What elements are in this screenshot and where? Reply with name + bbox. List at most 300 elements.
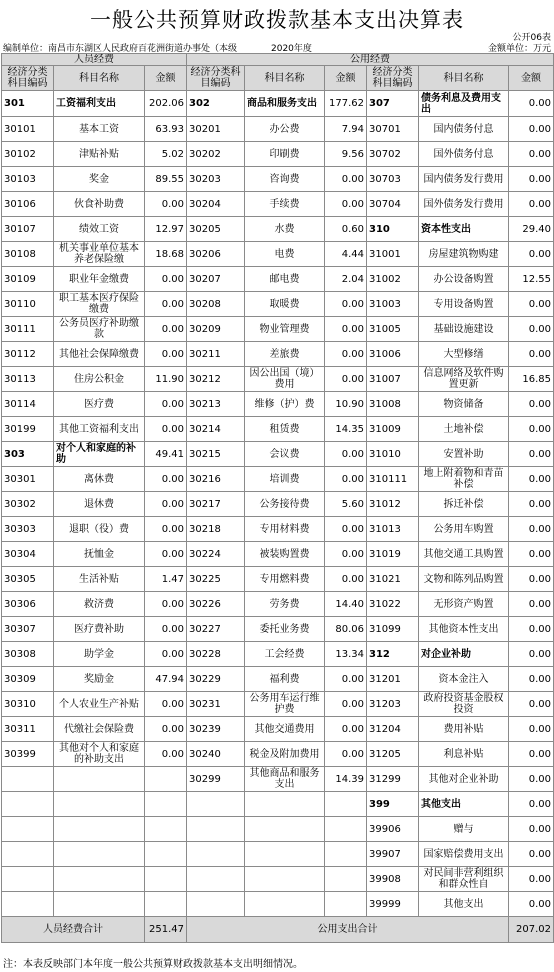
item-amount: 18.68 (145, 242, 187, 267)
item-code: 30205 (187, 217, 245, 242)
item-name: 咨询费 (245, 167, 325, 192)
item-name: 国内债务发行费用 (419, 167, 509, 192)
item-name (54, 842, 145, 867)
item-code: 31010 (367, 442, 419, 467)
item-code: 30704 (367, 192, 419, 217)
item-amount: 0.00 (325, 342, 367, 367)
header-name: 科目名称 (245, 66, 325, 91)
item-code: 307 (367, 91, 419, 117)
item-amount: 2.04 (325, 267, 367, 292)
item-code: 30202 (187, 142, 245, 167)
item-amount (145, 867, 187, 892)
item-name: 资本金注入 (419, 667, 509, 692)
item-name: 生活补贴 (54, 567, 145, 592)
org-label: 编制单位：南昌市东湖区人民政府百花洲街道办事处（本级 (3, 44, 238, 54)
item-name: 医疗费 (54, 392, 145, 417)
item-amount: 29.40 (509, 217, 554, 242)
item-amount: 0.00 (325, 292, 367, 317)
item-code: 31022 (367, 592, 419, 617)
item-name: 抚恤金 (54, 542, 145, 567)
item-name: 对企业补助 (419, 642, 509, 667)
item-code: 30701 (367, 117, 419, 142)
item-code: 303 (2, 442, 54, 467)
item-name: 国内债务付息 (419, 117, 509, 142)
item-code (187, 842, 245, 867)
item-amount: 16.85 (509, 367, 554, 392)
unit-label: 金额单位：万元 (487, 44, 551, 54)
item-code (2, 842, 54, 867)
item-name: 信息网络及软件购置更新 (419, 367, 509, 392)
item-code: 31204 (367, 717, 419, 742)
item-name: 退职（役）费 (54, 517, 145, 542)
item-amount: 80.06 (325, 617, 367, 642)
table-row (2, 117, 554, 142)
item-amount: 0.00 (325, 192, 367, 217)
item-name: 其他支出 (419, 792, 509, 817)
item-amount: 0.00 (509, 142, 554, 167)
item-code: 31205 (367, 742, 419, 767)
item-amount: 0.00 (325, 467, 367, 492)
item-amount: 0.00 (509, 567, 554, 592)
item-name: 房屋建筑物购建 (419, 242, 509, 267)
item-name: 机关事业单位基本养老保险缴 (54, 242, 145, 267)
item-amount: 0.00 (325, 517, 367, 542)
item-name: 无形资产购置 (419, 592, 509, 617)
item-name: 津贴补贴 (54, 142, 145, 167)
item-name: 国外债务付息 (419, 142, 509, 167)
item-amount: 0.00 (509, 442, 554, 467)
item-code: 30224 (187, 542, 245, 567)
item-name: 拆迁补偿 (419, 492, 509, 517)
item-name: 其他交通工具购置 (419, 542, 509, 567)
item-name: 差旅费 (245, 342, 325, 367)
item-name: 其他支出 (419, 892, 509, 917)
item-name: 商品和服务支出 (245, 91, 325, 117)
item-name: 住房公积金 (54, 367, 145, 392)
item-code: 39906 (367, 817, 419, 842)
item-name: 利息补贴 (419, 742, 509, 767)
item-name: 会议费 (245, 442, 325, 467)
item-amount: 0.00 (509, 617, 554, 642)
item-code: 30302 (2, 492, 54, 517)
table-row (2, 192, 554, 217)
item-amount: 0.00 (145, 342, 187, 367)
item-name (54, 817, 145, 842)
item-name: 国外债务发行费用 (419, 192, 509, 217)
item-amount: 0.00 (325, 692, 367, 717)
item-amount: 14.39 (325, 767, 367, 792)
item-code: 30211 (187, 342, 245, 367)
item-name: 公务用车运行维护费 (245, 692, 325, 717)
item-code: 30304 (2, 542, 54, 567)
item-amount: 0.00 (509, 91, 554, 117)
item-code: 30103 (2, 167, 54, 192)
item-code: 30108 (2, 242, 54, 267)
item-amount: 0.00 (509, 192, 554, 217)
item-code (187, 817, 245, 842)
item-code: 30214 (187, 417, 245, 442)
item-name: 地上附着物和青苗补偿 (419, 467, 509, 492)
table-row (2, 767, 554, 792)
item-code: 30231 (187, 692, 245, 717)
item-name: 邮电费 (245, 267, 325, 292)
item-amount: 1.47 (145, 567, 187, 592)
item-code (187, 792, 245, 817)
item-name: 电费 (245, 242, 325, 267)
item-name: 费用补贴 (419, 717, 509, 742)
item-code: 30310 (2, 692, 54, 717)
item-amount: 0.00 (325, 167, 367, 192)
item-amount: 0.00 (325, 567, 367, 592)
item-code (2, 792, 54, 817)
item-amount: 0.00 (509, 592, 554, 617)
item-amount: 0.00 (509, 342, 554, 367)
item-amount: 0.00 (145, 692, 187, 717)
header-amount: 金额 (325, 66, 367, 91)
item-amount: 0.00 (509, 792, 554, 817)
item-amount: 202.06 (145, 91, 187, 117)
header-amount: 金额 (145, 66, 187, 91)
item-name (245, 892, 325, 917)
item-amount: 10.90 (325, 392, 367, 417)
item-code: 30215 (187, 442, 245, 467)
item-amount (325, 867, 367, 892)
item-amount: 0.00 (325, 542, 367, 567)
item-name: 水费 (245, 217, 325, 242)
item-name: 赠与 (419, 817, 509, 842)
item-amount (325, 792, 367, 817)
item-code: 30305 (2, 567, 54, 592)
item-name: 土地补偿 (419, 417, 509, 442)
item-code: 30112 (2, 342, 54, 367)
item-amount: 0.00 (145, 617, 187, 642)
item-code: 30217 (187, 492, 245, 517)
item-code: 30212 (187, 367, 245, 392)
personnel-total-value: 251.47 (145, 917, 187, 943)
table-row (2, 167, 554, 192)
header-amount: 金额 (509, 66, 554, 91)
item-amount: 0.00 (509, 317, 554, 342)
item-name: 委托业务费 (245, 617, 325, 642)
item-code: 30311 (2, 717, 54, 742)
item-code: 312 (367, 642, 419, 667)
item-amount: 0.00 (325, 317, 367, 342)
item-code: 30113 (2, 367, 54, 392)
item-code (2, 817, 54, 842)
item-name: 职业年金缴费 (54, 267, 145, 292)
item-code: 30107 (2, 217, 54, 242)
item-amount: 0.00 (509, 767, 554, 792)
item-amount: 0.00 (509, 392, 554, 417)
item-code: 31006 (367, 342, 419, 367)
item-code: 30216 (187, 467, 245, 492)
item-name: 奖金 (54, 167, 145, 192)
item-amount: 0.00 (325, 667, 367, 692)
item-code: 30218 (187, 517, 245, 542)
table-row (2, 842, 554, 867)
item-code: 31203 (367, 692, 419, 717)
item-code: 30201 (187, 117, 245, 142)
item-name: 伙食补助费 (54, 192, 145, 217)
item-name: 其他对企业补助 (419, 767, 509, 792)
item-name: 救济费 (54, 592, 145, 617)
item-code: 30208 (187, 292, 245, 317)
item-amount: 0.00 (145, 642, 187, 667)
item-name: 奖励金 (54, 667, 145, 692)
item-code: 30199 (2, 417, 54, 442)
item-name (245, 792, 325, 817)
item-name (245, 867, 325, 892)
item-name: 其他商品和服务支出 (245, 767, 325, 792)
item-code: 31007 (367, 367, 419, 392)
header-public: 公用经费 (187, 54, 554, 66)
item-amount: 4.44 (325, 242, 367, 267)
item-code: 30106 (2, 192, 54, 217)
item-code: 30229 (187, 667, 245, 692)
header-column-row (2, 66, 554, 91)
item-code: 30303 (2, 517, 54, 542)
table-row (2, 367, 554, 392)
item-amount: 0.00 (145, 517, 187, 542)
item-name: 对民间非营利组织和群众性自 (419, 867, 509, 892)
item-name: 专用设备购置 (419, 292, 509, 317)
item-code: 31021 (367, 567, 419, 592)
item-amount: 7.94 (325, 117, 367, 142)
item-name: 大型修缮 (419, 342, 509, 367)
item-name: 印刷费 (245, 142, 325, 167)
item-code: 31099 (367, 617, 419, 642)
header-code: 经济分类科目编码 (187, 66, 245, 91)
public-total-label: 公用支出合计 (187, 917, 509, 943)
report-title: 一般公共预算财政拨款基本支出决算表 (90, 8, 464, 32)
item-code: 31005 (367, 317, 419, 342)
personnel-total-label: 人员经费合计 (2, 917, 145, 943)
item-code: 30109 (2, 267, 54, 292)
item-amount: 14.35 (325, 417, 367, 442)
footnote: 注：本表反映部门本年度一般公共预算财政拨款基本支出明细情况。 (3, 959, 303, 970)
item-name: 维修（护）费 (245, 392, 325, 417)
table-row (2, 142, 554, 167)
item-code (2, 867, 54, 892)
item-code: 30110 (2, 292, 54, 317)
item-amount: 0.00 (145, 317, 187, 342)
table-row (2, 292, 554, 317)
item-name: 公务接待费 (245, 492, 325, 517)
item-amount: 0.00 (509, 492, 554, 517)
item-code: 310 (367, 217, 419, 242)
item-name: 医疗费补助 (54, 617, 145, 642)
item-name: 福利费 (245, 667, 325, 692)
item-amount: 13.34 (325, 642, 367, 667)
table-row (2, 317, 554, 342)
item-amount: 0.00 (509, 292, 554, 317)
item-name: 因公出国（境）费用 (245, 367, 325, 392)
item-amount (145, 892, 187, 917)
item-code: 30309 (2, 667, 54, 692)
table-row (2, 742, 554, 767)
table-row (2, 792, 554, 817)
item-code: 30204 (187, 192, 245, 217)
item-code (2, 892, 54, 917)
item-code: 31002 (367, 267, 419, 292)
item-name: 租赁费 (245, 417, 325, 442)
item-code: 30306 (2, 592, 54, 617)
item-amount: 0.00 (145, 492, 187, 517)
item-amount: 49.41 (145, 442, 187, 467)
table-row (2, 492, 554, 517)
table-row (2, 217, 554, 242)
item-amount: 0.00 (509, 692, 554, 717)
item-amount: 12.55 (509, 267, 554, 292)
item-name (54, 892, 145, 917)
item-amount: 47.94 (145, 667, 187, 692)
item-name: 助学金 (54, 642, 145, 667)
item-amount: 12.97 (145, 217, 187, 242)
public-total-value: 207.02 (509, 917, 554, 943)
item-code: 30114 (2, 392, 54, 417)
item-amount: 0.00 (509, 817, 554, 842)
item-code: 30226 (187, 592, 245, 617)
item-amount: 0.00 (325, 717, 367, 742)
item-code (187, 867, 245, 892)
table-row (2, 91, 554, 117)
item-code: 30228 (187, 642, 245, 667)
item-name (245, 842, 325, 867)
item-amount (145, 817, 187, 842)
item-code: 39999 (367, 892, 419, 917)
table-row (2, 442, 554, 467)
item-name: 其他交通费用 (245, 717, 325, 742)
item-code: 31008 (367, 392, 419, 417)
form-number: 公开06表 (512, 33, 551, 43)
item-code (187, 892, 245, 917)
table-row (2, 267, 554, 292)
year-label: 2020年度 (271, 44, 312, 54)
item-amount: 0.60 (325, 217, 367, 242)
table-row (2, 592, 554, 617)
item-amount: 5.02 (145, 142, 187, 167)
item-name: 个人农业生产补贴 (54, 692, 145, 717)
item-name (245, 817, 325, 842)
item-amount: 0.00 (145, 192, 187, 217)
item-amount: 0.00 (145, 417, 187, 442)
item-code: 30227 (187, 617, 245, 642)
table-row (2, 542, 554, 567)
table-row (2, 467, 554, 492)
item-code: 30207 (187, 267, 245, 292)
item-amount (325, 817, 367, 842)
item-code: 31001 (367, 242, 419, 267)
item-name: 退休费 (54, 492, 145, 517)
item-name: 基本工资 (54, 117, 145, 142)
item-code: 30301 (2, 467, 54, 492)
header-code: 经济分类科目编码 (367, 66, 419, 91)
item-name (54, 767, 145, 792)
item-amount: 0.00 (509, 167, 554, 192)
item-amount: 0.00 (509, 467, 554, 492)
item-name: 绩效工资 (54, 217, 145, 242)
table-row (2, 867, 554, 892)
item-amount: 0.00 (145, 292, 187, 317)
item-name: 工会经费 (245, 642, 325, 667)
item-amount: 0.00 (145, 717, 187, 742)
item-amount: 0.00 (509, 667, 554, 692)
item-amount: 0.00 (509, 242, 554, 267)
item-amount: 0.00 (145, 542, 187, 567)
table-row (2, 342, 554, 367)
item-amount (145, 792, 187, 817)
item-amount: 0.00 (509, 892, 554, 917)
item-name: 税金及附加费用 (245, 742, 325, 767)
item-code: 30206 (187, 242, 245, 267)
header-group-row (2, 54, 554, 66)
item-code: 31013 (367, 517, 419, 542)
item-name: 专用燃料费 (245, 567, 325, 592)
item-name: 物资储备 (419, 392, 509, 417)
item-name: 其他社会保障缴费 (54, 342, 145, 367)
item-code: 30702 (367, 142, 419, 167)
item-name: 国家赔偿费用支出 (419, 842, 509, 867)
item-code: 30240 (187, 742, 245, 767)
item-code: 31019 (367, 542, 419, 567)
item-name: 工资福利支出 (54, 91, 145, 117)
item-name: 办公费 (245, 117, 325, 142)
item-amount: 0.00 (145, 392, 187, 417)
item-amount: 63.93 (145, 117, 187, 142)
item-amount (145, 767, 187, 792)
item-code: 30213 (187, 392, 245, 417)
item-amount: 14.40 (325, 592, 367, 617)
table-row (2, 717, 554, 742)
item-amount: 177.62 (325, 91, 367, 117)
item-code: 39908 (367, 867, 419, 892)
item-code: 30203 (187, 167, 245, 192)
item-name: 安置补助 (419, 442, 509, 467)
item-name: 资本性支出 (419, 217, 509, 242)
header-name: 科目名称 (419, 66, 509, 91)
item-amount: 0.00 (145, 592, 187, 617)
table-row (2, 567, 554, 592)
item-code: 31012 (367, 492, 419, 517)
header-personnel: 人员经费 (2, 54, 187, 66)
item-amount: 0.00 (509, 117, 554, 142)
item-name: 其他资本性支出 (419, 617, 509, 642)
item-name: 政府投资基金股权投资 (419, 692, 509, 717)
item-name: 代缴社会保险费 (54, 717, 145, 742)
item-name: 其他对个人和家庭的补助支出 (54, 742, 145, 767)
item-amount: 0.00 (509, 717, 554, 742)
item-code: 30307 (2, 617, 54, 642)
table-row (2, 817, 554, 842)
item-amount: 0.00 (509, 517, 554, 542)
item-amount (325, 892, 367, 917)
table-row (2, 667, 554, 692)
item-code: 30102 (2, 142, 54, 167)
header-code: 经济分类科目编码 (2, 66, 54, 91)
item-amount: 0.00 (509, 742, 554, 767)
item-name (54, 867, 145, 892)
item-name: 劳务费 (245, 592, 325, 617)
item-code: 39907 (367, 842, 419, 867)
expenditure-table (1, 53, 554, 943)
table-row (2, 892, 554, 917)
item-code: 399 (367, 792, 419, 817)
item-code: 31003 (367, 292, 419, 317)
item-code: 30225 (187, 567, 245, 592)
table-row (2, 417, 554, 442)
header-name: 科目名称 (54, 66, 145, 91)
item-name: 取暖费 (245, 292, 325, 317)
